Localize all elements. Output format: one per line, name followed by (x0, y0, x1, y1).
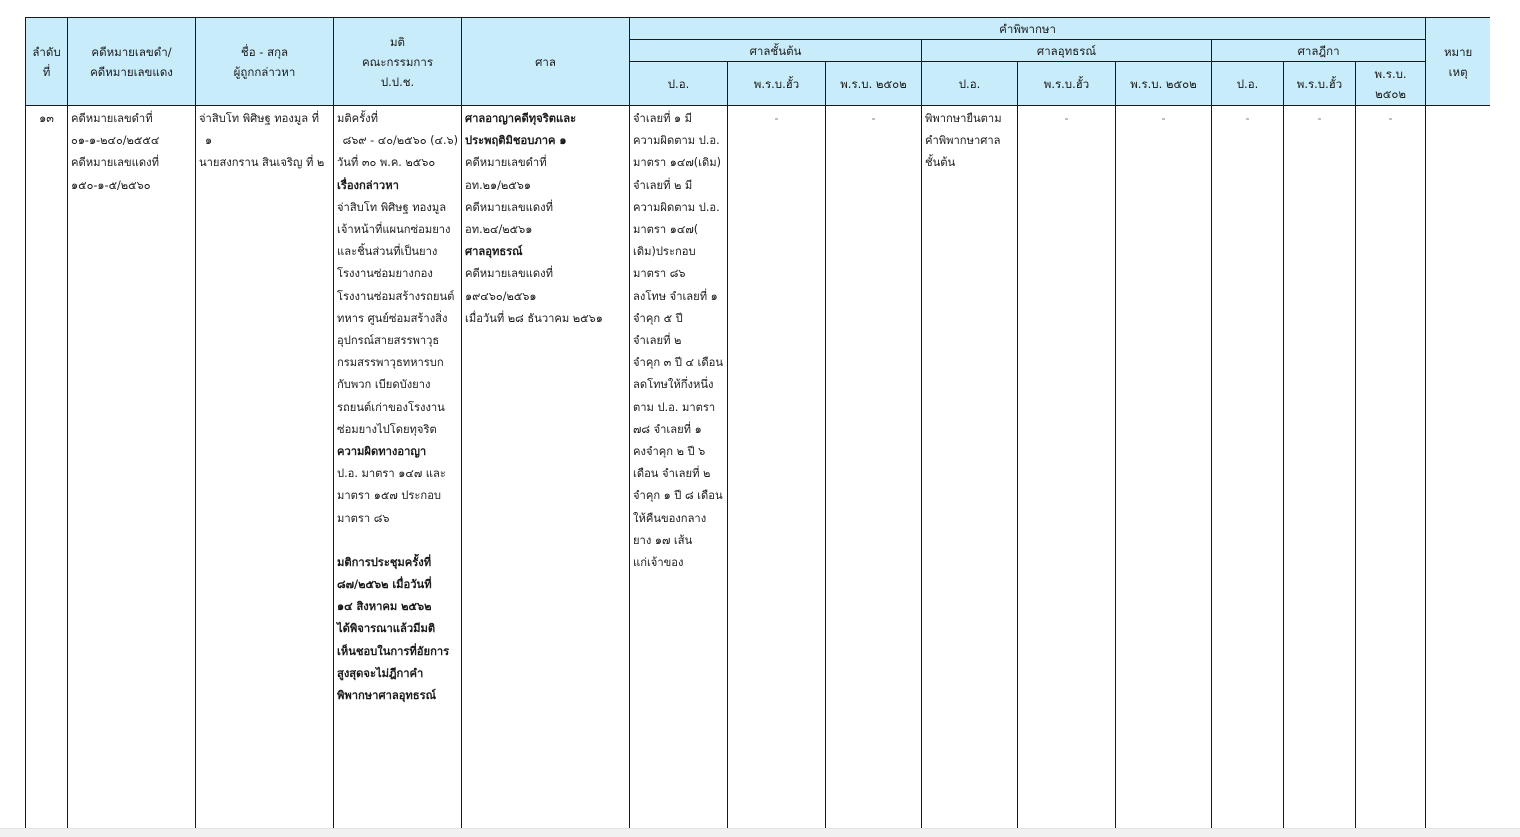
header-judgment: คำพิพากษา (630, 18, 1426, 40)
judgment-line: คงจำคุก ๒ ปี ๖ (633, 445, 706, 459)
header-case-number (68, 18, 196, 106)
header-remark-line2: เหตุ (1448, 64, 1468, 79)
resolution-line: ๘๖๙ - ๔๐/๒๕๖๐ (๔.๖) (342, 134, 458, 148)
judgment-line: เดือน จำเลยที่ ๒ (633, 467, 711, 481)
judgment-line: ความผิดตาม ป.อ. (633, 134, 720, 148)
resolution-line: กับพวก เบียดบังยาง (337, 378, 431, 392)
cell-first-criminal-code (630, 106, 728, 829)
judgment-line: ชั้นต้น (925, 156, 956, 170)
empty-dash: - (1064, 112, 1069, 125)
header-supreme-criminal-code: ป.อ. (1212, 62, 1284, 106)
judgment-line: จำคุก ๑ ปี ๘ เดือน (633, 489, 723, 503)
resolution-line: มติครั้งที่ (337, 112, 378, 125)
case-line: คดีหมายเลขดำที่ (71, 112, 153, 125)
cell-supreme-act-2502 (1356, 106, 1426, 829)
empty-dash: - (1388, 112, 1393, 125)
header-supreme-act-2502 (1356, 62, 1426, 106)
meeting-line: พิพากษาศาลอุทธรณ์ (337, 689, 437, 703)
cell-case-number (68, 106, 196, 829)
cell-appeal-criminal-code (922, 106, 1018, 829)
cell-accused-name (196, 106, 334, 829)
header-court-supreme: ศาลฎีกา (1212, 40, 1426, 62)
resolution-line: และชิ้นส่วนที่เป็นยาง (337, 245, 438, 259)
header-seq (26, 18, 68, 106)
resolution-heading-allegation: เรื่องกล่าวหา (337, 178, 399, 192)
resolution-line: โรงงานซ่อมสร้างรถยนต์ (337, 289, 455, 303)
header-case-line1: คดีหมายเลขดำ/ (91, 44, 172, 59)
header-case-line2: คดีหมายเลขแดง (90, 64, 173, 79)
judgment-line: คำพิพากษาศาล (925, 134, 1001, 148)
header-seq-line1: ลำดับ (32, 44, 61, 59)
header-appeal-act-2502: พ.ร.บ. ๒๕๐๒ (1116, 62, 1212, 106)
name-line: นายสงกราน สินเจริญ ที่ ๒ (199, 156, 325, 170)
judgment-line: มาตรา ๘๖ (633, 267, 686, 281)
judgment-line: จำเลยที่ ๒ มี (633, 178, 693, 192)
resolution-line: มาตรา ๘๖ (337, 511, 390, 525)
header-row-1 (26, 18, 1491, 40)
header-resolution (334, 18, 462, 106)
meeting-line: สูงสุดจะไม่ฎีกาคำ (337, 666, 424, 680)
judgment-line: จำเลยที่ ๒ (633, 334, 682, 348)
court-line: เมื่อวันที่ ๒๘ ธันวาคม ๒๕๖๑ (465, 311, 603, 325)
empty-dash: - (1317, 112, 1322, 125)
judgment-line: ลงโทษ จำเลยที่ ๑ (633, 289, 718, 303)
resolution-line: มาตรา ๑๕๗ ประกอบ (337, 489, 442, 503)
header-supreme-act-2502-line1: พ.ร.บ. (1374, 66, 1407, 81)
empty-dash: - (871, 112, 876, 125)
resolution-line: กรมสรรพาวุธทหารบก (337, 356, 444, 370)
court-line: คดีหมายเลขแดงที่ (465, 267, 553, 281)
judgment-line: จำเลยที่ ๑ มี (633, 112, 693, 125)
cell-first-act-2502 (826, 106, 922, 829)
header-court: ศาล (462, 18, 630, 106)
court-name-line: ประพฤติมิชอบภาค ๑ (465, 134, 567, 148)
header-name-line1: ชื่อ - สกุล (240, 44, 289, 59)
empty-dash: - (1161, 112, 1166, 125)
name-line: จ่าสิบโท พิศิษฐ ทองมูล ที่ (199, 112, 320, 125)
resolution-line: โรงงานซ่อมยางกอง (337, 267, 433, 281)
court-name-line: ศาลอาญาคดีทุจริตและ (465, 112, 577, 125)
header-court-first: ศาลชั้นต้น (630, 40, 922, 62)
resolution-line: ซ่อมยางไปโดยทุจริต (337, 422, 437, 436)
cell-supreme-act-hua (1284, 106, 1356, 829)
header-seq-line2: ที่ (42, 64, 51, 79)
header-remark (1426, 18, 1490, 106)
resolution-line: อุปกรณ์สายสรรพาวุธ (337, 334, 440, 348)
resolution-spacer (337, 530, 458, 552)
case-line: ๑๕๐-๑-๕/๒๕๖๐ (71, 178, 151, 192)
resolution-line: รถยนต์เก่าของโรงงาน (337, 400, 445, 414)
cell-first-act-hua (728, 106, 826, 829)
judgment-line: มาตรา ๑๔๗(เดิม) (633, 156, 721, 170)
court-line: อท.๒๑/๒๕๖๑ (465, 178, 531, 192)
judgment-line: มาตรา ๑๔๗( (633, 223, 699, 237)
court-line: คดีหมายเลขแดงที่ (465, 200, 553, 214)
judgment-line: ยาง ๑๗ เส้น (633, 533, 693, 547)
resolution-line: วันที่ ๓๐ พ.ค. ๒๕๖๐ (337, 156, 436, 170)
court-line: อท.๒๔/๒๕๖๑ (465, 223, 533, 237)
meeting-line: มติการประชุมครั้งที่ (337, 555, 432, 569)
meeting-line: ได้พิจารณาแล้วมีมติ (337, 622, 436, 636)
resolution-line: ป.อ. มาตรา ๑๔๗ และ (337, 467, 446, 481)
header-name-line2: ผู้ถูกกล่าวหา (233, 64, 296, 79)
header-court-appeal: ศาลอุทธรณ์ (922, 40, 1212, 62)
cell-appeal-act-hua (1018, 106, 1116, 829)
judgment-line: จำคุก ๕ ปี (633, 311, 683, 325)
resolution-line: ทหาร ศูนย์ซ่อมสร้างสิ่ง (337, 311, 448, 325)
header-supreme-act-2502-line2: ๒๕๐๒ (1375, 86, 1406, 101)
cell-appeal-act-2502 (1116, 106, 1212, 829)
document-sheet (25, 17, 1490, 829)
judgment-line: ความผิดตาม ป.อ. (633, 200, 720, 214)
cell-supreme-criminal-code (1212, 106, 1284, 829)
header-accused-name (196, 18, 334, 106)
cell-court (462, 106, 630, 829)
header-resolution-line3: ป.ป.ช. (380, 74, 415, 89)
resolution-line: เจ้าหน้าที่แผนกซ่อมยาง (337, 223, 451, 237)
court-appeal-name: ศาลอุทธรณ์ (465, 245, 523, 259)
judgment-line: ๗๘ จำเลยที่ ๑ (633, 422, 702, 436)
empty-dash: - (774, 112, 779, 125)
header-resolution-line2: คณะกรรมการ (361, 54, 434, 69)
judgment-line: แก่เจ้าของ (633, 556, 684, 570)
meeting-line: ๑๔ สิงหาคม ๒๕๖๒ (337, 600, 432, 614)
case-table (25, 17, 1490, 829)
header-first-criminal-code: ป.อ. (630, 62, 728, 106)
judgment-line: ตาม ป.อ. มาตรา (633, 400, 716, 414)
header-supreme-act-hua: พ.ร.บ.ฮั้ว (1284, 62, 1356, 106)
resolution-line: จ่าสิบโท พิศิษฐ ทองมูล (337, 200, 447, 214)
cell-remark (1426, 106, 1490, 829)
court-line: คดีหมายเลขดำที่ (465, 156, 547, 170)
header-remark-line1: หมาย (1443, 44, 1473, 59)
case-line: ๐๑-๑-๒๔๐/๒๕๕๔ (71, 134, 160, 148)
meeting-line: ๘๗/๒๕๖๒ เมื่อวันที่ (337, 578, 432, 592)
cell-resolution (334, 106, 462, 829)
court-line: ๑๙๔๖๐/๒๕๖๑ (465, 289, 537, 303)
header-appeal-criminal-code: ป.อ. (922, 62, 1018, 106)
header-appeal-act-hua: พ.ร.บ.ฮั้ว (1018, 62, 1116, 106)
case-line: คดีหมายเลขแดงที่ (71, 156, 159, 170)
meeting-line: เห็นชอบในการที่อัยการ (337, 644, 450, 658)
header-resolution-line1: มติ (389, 34, 406, 49)
table-row (26, 106, 1491, 829)
header-first-act-2502: พ.ร.บ. ๒๕๐๒ (826, 62, 922, 106)
resolution-heading-criminal: ความผิดทางอาญา (337, 445, 427, 459)
judgment-line: พิพากษายืนตาม (925, 112, 1002, 125)
name-line: ๑ (205, 134, 213, 148)
judgment-line: ให้คืนของกลาง (633, 511, 707, 525)
empty-dash: - (1245, 112, 1250, 125)
header-first-act-hua: พ.ร.บ.ฮั้ว (728, 62, 826, 106)
judgment-line: ลดโทษให้กึ่งหนึ่ง (633, 378, 714, 392)
judgment-line: เดิม)ประกอบ (633, 245, 696, 259)
cell-seq: ๑๓ (26, 106, 68, 829)
judgment-line: จำคุก ๓ ปี ๔ เดือน (633, 356, 723, 370)
